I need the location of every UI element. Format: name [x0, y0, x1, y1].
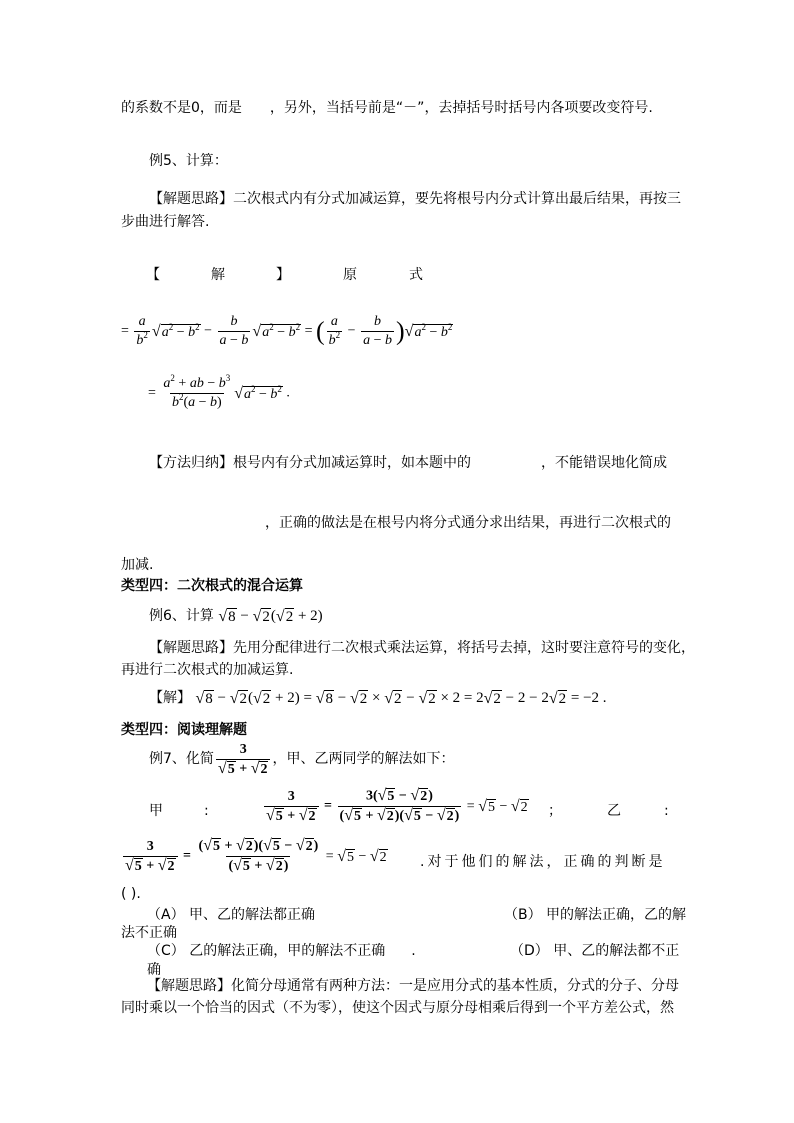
ex5-hint-label: 【解题思路】	[149, 191, 233, 207]
ex5-method-line1	[149, 453, 667, 473]
line-1	[121, 98, 653, 118]
ex7-yi-formula: $\frac{3}{√5 + √2}$ = $\frac{(√5 + √2)(√5 - √2)}{(√5 + √2)}$ = √5 − √2	[125, 837, 387, 874]
ex7-line: 例7、化简 $\frac{3}{√5 + √2}$ ，甲、乙两同学的解法如下：	[149, 742, 455, 777]
ex5-sol-jie: 解	[211, 267, 225, 283]
ex5-method-line2: ，正确的做法是在根号内将分式通分求出结果，再进行二次根式的	[265, 515, 671, 531]
option-c-dot: .	[411, 943, 416, 959]
ex5-method-line3: 加减.	[121, 557, 154, 573]
ex5-formula-2: = $\frac{a^2 + ab - b^3}{b^2(a - b)}$ $√a^2 - b^2$ .	[148, 373, 290, 410]
ex7-jia: 甲	[149, 803, 163, 819]
line1-part2: ，另外，当括号前是	[269, 100, 396, 116]
ex7-hint-text1: 化简分母通常有两种方法：一是应用分式的基本性质，分式的分子、分母	[231, 978, 679, 994]
ex5-sol-open: 【	[146, 267, 160, 283]
ex7-colon1: :	[204, 803, 209, 819]
ex6-label: 例6、计算	[149, 608, 214, 624]
ex7-judge: .对于他们的解法，正确的判断是	[420, 854, 666, 870]
line1-part3: ，去掉括号时括号内各项要改变符号.	[424, 100, 653, 116]
ex7-hint-line2: 同时乘以一个恰当的因式（不为零），使这个因式与原分母相乘后得到一个平方差公式，然	[121, 1000, 674, 1016]
ex7-label: 例7、化简	[149, 751, 214, 768]
type4a-heading: 类型四：二次根式的混合运算	[121, 578, 303, 594]
option-b-cont: 法不正确	[121, 925, 177, 941]
line1-quote: “－”	[395, 100, 425, 116]
ex5-hint-line1	[149, 189, 681, 209]
ex6-hint-line2: 再进行二次根式的加减运算.	[121, 662, 294, 678]
ex5-sol-shi: 式	[409, 267, 423, 283]
ex5-title: 例5、计算：	[149, 153, 228, 169]
ex7-colon2: :	[664, 803, 669, 819]
ex6-hint-line1	[149, 638, 695, 658]
option-c	[147, 941, 416, 961]
option-a: （A） 甲、乙的解法都正确	[147, 907, 316, 923]
ex7-yi: 乙	[607, 803, 621, 819]
ex6-solution: 【解】 √8 − √2(√2 + 2) = √8 − √2 × √2 − √2 × 2 = 2√2 − 2 − 2√2 = −2 .	[149, 689, 607, 707]
option-d: （D） 甲、乙的解法都不正	[510, 943, 680, 959]
ex5-hint-text1: 二次根式内有分式加减运算，要先将根号内分式计算出最后结果，再按三	[233, 191, 681, 207]
ex5-sol-yuan: 原	[343, 267, 357, 283]
ex6-line: 例6、计算 √8 − √2(√2 + 2)	[149, 607, 323, 625]
ex5-hint-line2: 步曲进行解答.	[121, 214, 210, 230]
ex5-method-text1: 根号内有分式加减运算时，如本题中的	[233, 455, 471, 471]
type4b-heading: 类型四：阅读理解题	[121, 722, 247, 738]
ex5-sol-close: 】	[276, 267, 290, 283]
ex6-sol-label: 【解】	[149, 690, 191, 706]
option-c-text: （C） 乙的解法正确，甲的解法不正确	[147, 943, 386, 959]
option-b: （B） 甲的解法正确，乙的解	[504, 907, 687, 923]
ex5-method-label: 【方法归纳】	[149, 455, 233, 471]
ex7-hint-label: 【解题思路】	[147, 978, 231, 994]
ex7-hint-line1	[147, 976, 679, 996]
ex7-jia-formula: $\frac{3}{√5 + √2}$ = $\frac{3(√5 - √2)}{(√5 + √2)(√5 - √2)}$ = √5 − √2	[266, 787, 528, 824]
ex7-paren: ( ).	[121, 886, 141, 902]
ex7-semi: ；	[548, 803, 562, 819]
ex6-hint-text1: 先用分配律进行二次根式乘法运算，将括号去掉，这时要注意符号的变化，	[233, 640, 695, 656]
ex6-hint-label: 【解题思路】	[149, 640, 233, 656]
ex5-method-text2: ，不能错误地化简成	[541, 455, 667, 471]
option-d-cont: 确	[147, 962, 161, 978]
line1-part1: 的系数不是0，而是	[121, 100, 242, 116]
ex7-text: ，甲、乙两同学的解法如下：	[272, 751, 455, 768]
ex5-formula-1: = $\frac{a}{b^2}$ $√a^2 - b^2$ − $\frac{b}{a - b}$ $√a^2 - b^2$ = ( $\frac{a}{b^2}$ − $\frac{b}{a - b}$ )$√a^2 - b^2$	[121, 314, 453, 348]
